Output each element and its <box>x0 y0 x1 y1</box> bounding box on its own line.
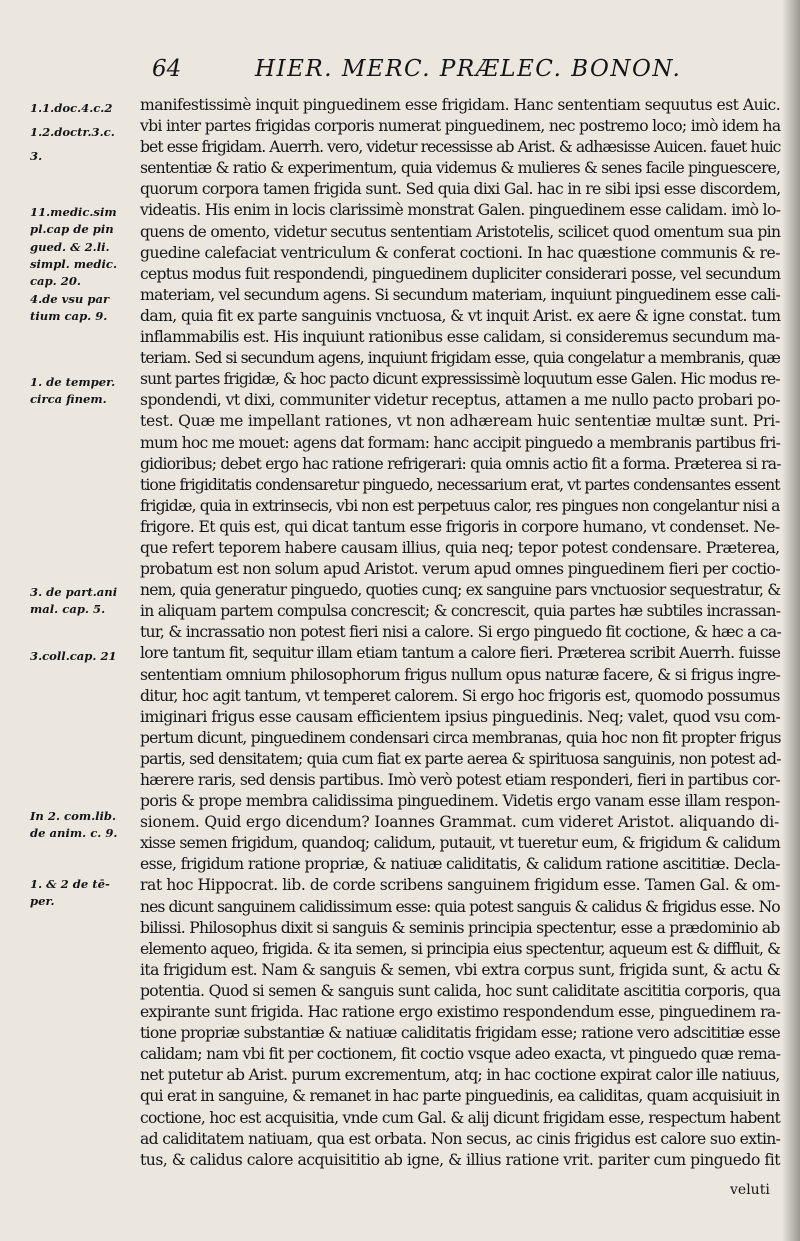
body-text <box>140 95 780 1171</box>
text-line: lore tantum fit, sequitur illam etiam tantum a calore fieri. Præterea scribit Auerrh. fuisse <box>140 644 781 663</box>
text-line: gidioribus; debet ergo hac ratione refrigerari: quia omnis actio fit a forma. Præterea si ra- <box>140 454 781 473</box>
running-title: HIER. MERC. PRÆLEC. BONON. <box>255 56 682 82</box>
margin-note-line: gued. & 2.li. <box>30 239 110 254</box>
text-line: quorum corpora tamen frigida sunt. Sed quia dixi Gal. hac in re sibi ipsi esse discordem, <box>140 180 781 199</box>
margin-note-line: 1.2.doctr.3.c. <box>30 125 115 139</box>
margin-notes <box>30 96 138 1216</box>
text-line: coctione, hoc est acquisitia, vnde cum Gal. & alij dicunt frigidam esse, respectum habent <box>140 1108 780 1127</box>
text-line: xisse semen frigidum, quandoq; calidum, putauit, vt tueretur eum, & frigidum & calidum <box>140 834 780 853</box>
text-line: elemento aqueo, frigida. & ita semen, si principia eius spectentur, aqueum est & diffluit, & <box>140 939 781 958</box>
text-line: test. Quæ me impellant rationes, vt non adhæream huic sententiæ multæ sunt. Pri- <box>140 412 780 431</box>
margin-note-line: cap. 20. <box>30 274 81 289</box>
text-line: frigore. Et quis est, qui dicat tantum esse frigoris in corpore humano, vt condenset. Ne- <box>140 517 780 536</box>
text-line: esse, frigidum ratione propriæ, & natiuæ caliditatis, & calidum ratione ascititiæ. Decla- <box>140 855 780 874</box>
margin-note <box>30 100 140 117</box>
text-line: rat hoc Hippocrat. lib. de corde scribens sanguinem frigidum esse. Tamen Gal. & om- <box>140 876 781 895</box>
text-line: qui erat in sanguine, & remanet in hac parte pinguedinis, ea caliditas, quam acquisiuit in <box>140 1087 780 1106</box>
text-line: ditur, hoc agit tantum, vt temperet calorem. Si ergo hoc frigoris est, quomodo possumus <box>140 686 780 705</box>
text-line: potentia. Quod si semen & sanguis sunt calida, hoc sunt caliditate ascititia corporis, qua <box>140 981 781 1000</box>
margin-note-line: 3.coll.cap. 21 <box>30 649 117 663</box>
catchword: veluti <box>730 1182 770 1198</box>
text-line: guedine calefaciat ventriculum & conferat coctioni. In hac quæstione communis & re- <box>140 243 781 262</box>
margin-note-line: 11.medic.sim <box>30 205 117 219</box>
margin-note-line: de anim. c. 9. <box>30 826 118 841</box>
margin-note <box>30 876 140 911</box>
text-line: poris & prope membra calidissima pinguedinem. Videtis ergo vanam esse illam respon- <box>140 792 780 811</box>
margin-note-line: 3. <box>30 149 43 163</box>
text-line: videatis. His enim in locis clarissimè monstrat Galen. pinguedinem esse calidam. imò lo- <box>140 201 781 220</box>
text-line: bet esse frigidam. Auerrh. vero, videtur recessisse ab Arist. & adhæsisse Auicen. fauet huic <box>140 138 781 157</box>
text-line: tus, & calidus calore acquisititio ab igne, & illius ratione vrit. pariter cum pinguedo fit <box>140 1150 780 1169</box>
text-line: hærere raris, sed densis partibus. Imò verò potest etiam responderi, fieri in partibus cor- <box>140 771 781 789</box>
text-line: net putetur ab Arist. purum excrementum, atq; in hac coctione expirat calor ille natiuus, <box>140 1066 780 1085</box>
text-line: ceptus modus fuit respondendi, pinguedinem dupliciter considerari posse, vel secundum <box>140 264 781 283</box>
text-line: bilissi. Philosophus dixit si sanguis & seminis principia spectentur, esse a prædominio ab <box>140 918 780 937</box>
text-line: vbi inter partes frigidas corporis numerat pinguedinem, nec postremo loco; imò idem ha <box>140 117 781 136</box>
text-line: nem, quia generatur pinguedo, quoties cunq; ex sanguine pars vnctuosior sequestratur, & <box>140 581 781 600</box>
margin-note-line: 1. & 2 de tē- <box>30 877 110 891</box>
text-line: pertum dicunt, pinguedinem condensari circa membranas, quia hoc non fit propter frigus <box>140 728 781 747</box>
text-line: frigidæ, quia in extrinsecis, vbi non est perpetuus calor, res pingues non congelantur nisi a <box>140 496 780 515</box>
text-line: mum hoc me mouet: agens dat formam: hanc accipit pinguedo a membranis partibus fri- <box>140 433 781 452</box>
text-line: teriam. Sed si secundum agens, inquiunt frigidam esse, quia congelatur a membranis, quæ <box>140 349 781 368</box>
text-line: probatum est non solum apud Aristot. verum apud omnes pinguedinem fieri per coctio- <box>140 560 780 579</box>
text-line: partis, sed densitatem; quia cum fiat ex parte aerea & spirituosa sanguinis, non potest ad- <box>140 749 781 768</box>
margin-note-line: tium cap. 9. <box>30 309 108 324</box>
text-line: expirante sunt frigida. Hac ratione ergo existimo respondendum esse, pinguedinem ra- <box>140 1003 781 1022</box>
margin-note-line: 1. de temper. <box>30 375 116 389</box>
margin-note-line: per. <box>30 894 55 909</box>
margin-note <box>30 148 140 165</box>
margin-note <box>30 291 140 326</box>
margin-note-line: In 2. com.lib. <box>30 809 117 823</box>
margin-note-line: mal. cap. 5. <box>30 602 106 617</box>
text-line: tur, & incrassatio non potest fieri nisi a calore. Si ergo pinguedo fit coctione, & hæc a ca- <box>140 623 782 642</box>
margin-note <box>30 584 140 619</box>
text-line: materiam, vel secundum agens. Si secundum materiam, inquiunt pinguedinem esse cali- <box>140 285 781 304</box>
text-line: manifestissimè inquit pinguedinem esse frigidam. Hanc sententiam sequutus est Auic. <box>140 96 781 114</box>
text-line: calidam; nam vbi fit per coctionem, fit coctio vsque adeo exacta, vt pinguedo quæ rema- <box>140 1045 781 1064</box>
text-line: sunt partes frigidæ, & hoc pacto dicunt expressissimè loquutum esse Galen. Hic modus re- <box>140 370 780 389</box>
margin-note <box>30 808 140 843</box>
text-line: que refert teporem habere causam illius, quia neq; tepor potest condensare. Præterea, <box>140 538 780 557</box>
text-line: quens de omento, videtur secutus sententiam Aristotelis, scilicet quod omentum sua pin <box>140 222 781 241</box>
text-line: in aliquam partem compulsa concrescit; & concrescit, quia partes hæ subtiles incrassan- <box>140 602 781 621</box>
margin-note-line: 1.1.doc.4.c.2 <box>30 101 113 115</box>
margin-note-line: 4.de vsu par <box>30 292 110 306</box>
margin-note <box>30 204 140 290</box>
margin-note-line: circa finem. <box>30 392 107 407</box>
margin-note <box>30 124 140 141</box>
text-line: ita frigidum est. Nam & sanguis & semen, vbi extra corpus sunt, frigida sunt, & actu & <box>140 960 781 979</box>
margin-note <box>30 648 140 665</box>
page-edge-shadow <box>782 0 800 1241</box>
page-header <box>0 52 800 88</box>
margin-note <box>30 374 140 409</box>
page-number: 64 <box>152 56 182 82</box>
text-line: nes dicunt sanguinem calidissimum esse: quia potest sanguis & calidus & frigidus esse. No <box>140 897 780 916</box>
text-line: ad caliditatem natiuam, qua est orbata. Non secus, ac cinis frigidus est calore suo extin- <box>140 1129 781 1148</box>
margin-note-line: simpl. medic. <box>30 256 118 271</box>
text-line: sententiæ & ratio & experimentum, quia videmus & mulieres & senes facile pinguescere, <box>140 159 781 178</box>
text-line: dam, quia fit ex parte sanguinis vnctuosa, & vt inquit Arist. ex aere & igne constat. tum <box>140 306 781 325</box>
text-line: inflammabilis est. His inquiunt rationibus esse calidam, si consideremus secundum ma- <box>140 328 780 347</box>
margin-note-line: pl.cap de pin <box>30 222 114 237</box>
margin-note-line: 3. de part.ani <box>30 585 118 599</box>
text-line: imiginari frigus esse causam efficientem ipsius pinguedinis. Neq; valet, quod vsu com- <box>140 707 781 726</box>
text-line: tione frigiditatis condensaretur pinguedo, necessarium erat, vt partes condensantes essent <box>140 475 780 494</box>
text-line: sionem. Quid ergo dicendum? Ioannes Grammat. cum videret Aristot. aliquando di- <box>140 813 780 832</box>
text-line: tione propriæ substantiæ & natiuæ caliditatis frigidam esse; ratione vero adscititiæ esse <box>140 1024 780 1043</box>
text-line: spondendi, vt dixi, communiter videtur receptus, attamen a me nullo pacto probari po- <box>140 391 781 410</box>
text-line: sententiam omnium philosophorum frigus nullum opus naturæ facere, & si frigus ingre- <box>140 665 781 684</box>
